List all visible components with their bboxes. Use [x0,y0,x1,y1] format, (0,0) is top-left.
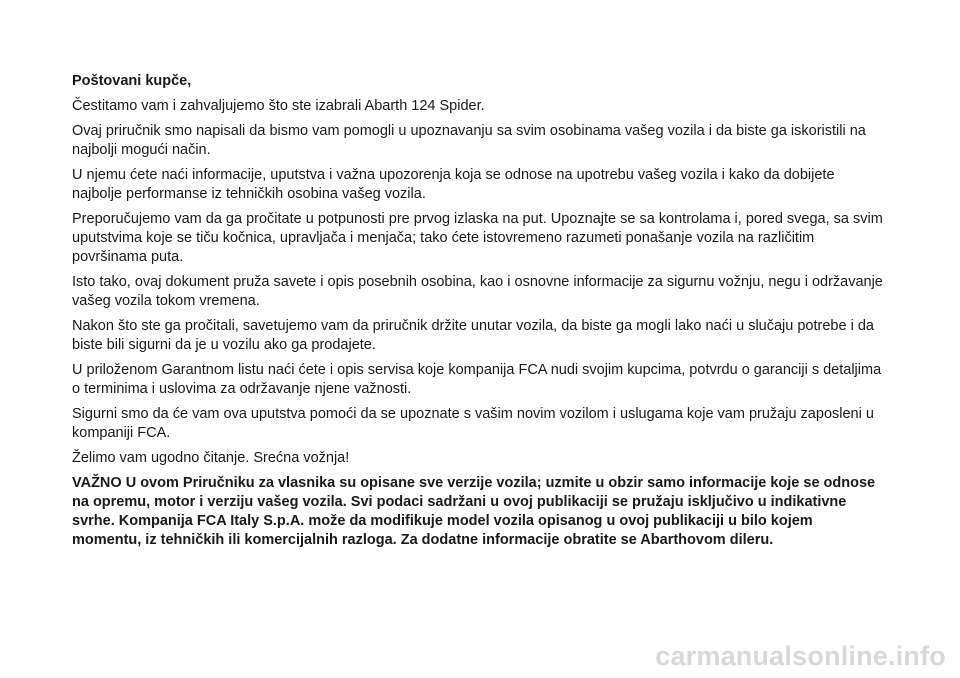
paragraph-contents: U njemu ćete naći informacije, uputstva i važna upozorenja koja se odnose na upotrebu vašeg vozila i kako da dobijete najbolje performanse iz tehničkih osobina vašeg vozila. [72,167,835,202]
paragraph-advice: Isto tako, ovaj dokument pruža savete i opis posebnih osobina, kao i osnovne informacije za sigurnu vožnju, negu i održavanje vašeg vozila tokom vremena. [72,274,883,309]
important-note: VAŽNO U ovom Priručniku za vlasnika su opisane sve verzije vozila; uzmite u obzir samo informacije koje se odnose na opremu, motor i verziju vašeg vozila. Svi podaci sadržani u ovoj publikaciji se pružaju isključivo u indikativne svrhe. Kompanija FCA Italy S.p.A. može da modifikuje model vozila opisanog u ovoj publikaciji u bilo kojem momentu, iz tehničkih ili komercijalnih razloga. Za dodatne informacije obratite se Abarthovom dileru. [72,475,876,548]
paragraph-purpose: Ovaj priručnik smo napisali da bismo vam pomogli u upoznavanju sa svim osobinama vašeg vozila i da biste ga iskoristili na najbolji mogući način. [72,123,866,158]
document-page [72,72,884,550]
paragraph-congratulations: Čestitamo vam i zahvaljujemo što ste izabrali Abarth 124 Spider. [72,98,485,114]
paragraph-warranty: U priloženom Garantnom listu naći ćete i opis servisa koje kompanija FCA nudi svojim kupcima, potvrdu o garanciji s detaljima o terminima i uslovima za održavanje njene važnosti. [72,362,882,397]
paragraph-confidence: Sigurni smo da će vam ova uputstva pomoći da se upoznate s vašim novim vozilom i uslugama koje vam pružaju zaposleni u kompaniji FCA. [72,406,874,441]
watermark-text: carmanualsonline.info [655,641,946,671]
paragraph-closing: Želimo vam ugodno čitanje. Srećna vožnja! [72,450,350,466]
greeting-heading: Poštovani kupče, [72,73,192,89]
paragraph-keep-in-vehicle: Nakon što ste ga pročitali, savetujemo vam da priručnik držite unutar vozila, da biste ga mogli lako naći u slučaju potrebe i da biste bili sigurni da je u vozilu ako ga prodajete. [72,318,874,353]
paragraph-recommendation: Preporučujemo vam da ga pročitate u potpunosti pre prvog izlaska na put. Upoznajte se sa kontrolama i, pored svega, sa svim uputstvima koje se tiču kočnica, upravljača i menjača; tako ćete istovremeno razumeti ponašanje vozila na različitim površinama puta. [72,211,883,265]
